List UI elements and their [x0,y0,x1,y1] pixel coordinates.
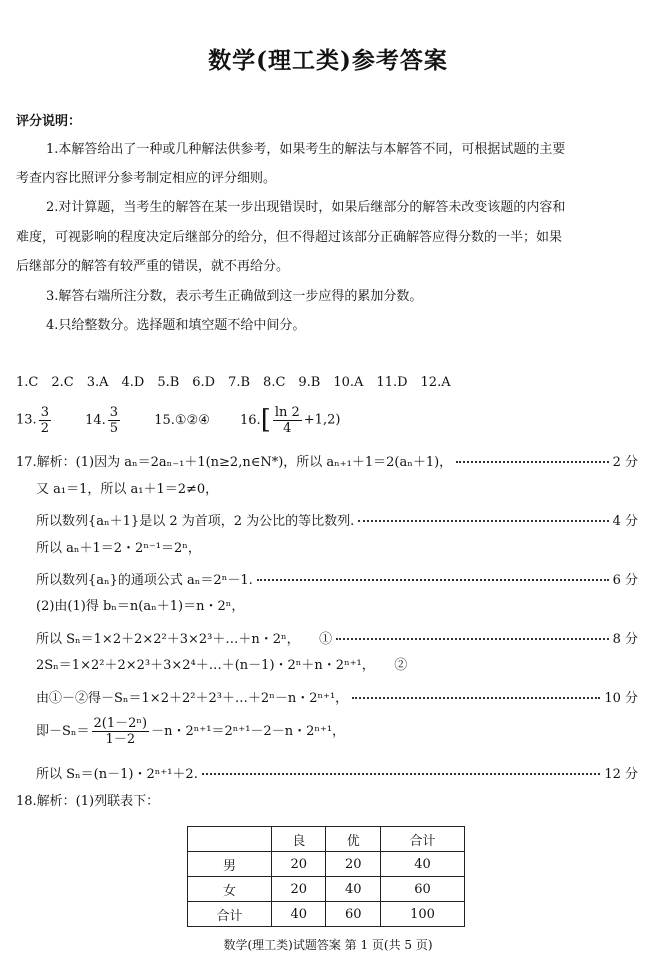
q17-text-1: 17.解析：(1)因为 aₙ＝2aₙ₋₁＋1(n≥2,n∈N*)，所以 aₙ₊₁＋1＝2(aₙ＋1)， [16,455,453,470]
note-4: 4.只给整数分。选择题和填空题不给中间分。 [46,318,306,333]
q13-denominator: 2 [40,420,49,436]
table-cell: 合计 [188,902,272,927]
q17-text-5: 所以数列{aₙ}的通项公式 aₙ＝2ⁿ－1. [36,573,253,588]
note-2b: 难度，可视影响的程度决定后继部分的给分，但不得超过该部分正确解答应得分数的一半；如果 [16,230,563,245]
q16-label: 16. [240,412,261,428]
note-2a: 2.对计算题，当考生的解答在某一步出现错误时，如果后继部分的解答未改变该题的内容和 [46,200,566,215]
leader-dots [358,506,608,522]
table-header-cell: 优 [326,827,381,852]
page-footer: 数学(理工类)试题答案 第 1 页(共 5 页) [223,938,433,952]
q17-line-3 [36,509,638,532]
table-cell: 40 [271,902,326,927]
table-cell: 男 [188,852,272,877]
table-row [188,852,465,877]
fill-answers [16,404,638,438]
table-cell: 40 [381,852,465,877]
q17-line-4: 所以 aₙ＋1＝2・2ⁿ⁻¹＝2ⁿ， [36,541,201,556]
table-cell: 60 [326,902,381,927]
leader-dots [257,565,609,581]
q14-numerator: 3 [109,404,119,420]
q14-denominator: 5 [109,420,119,436]
table-cell: 女 [188,877,272,902]
note-1a: 1.本解答给出了一种或几种解法供参考，如果考生的解法与本解答不同，可根据试题的主要 [46,142,566,157]
q17-line-11 [36,762,638,785]
table-row [188,902,465,927]
page-title: 数学(理工类)参考答案 [208,47,448,74]
contingency-table [187,826,465,927]
q17-line-8: 2Sₙ＝1×2²＋2×2³＋3×2⁴＋…＋(n－1)・2ⁿ＋n・2ⁿ⁺¹， ② [36,658,408,673]
q13-label: 13. [16,412,37,428]
q14-label: 14. [85,412,106,428]
q17-denominator: 1－2 [105,732,136,747]
notes-heading: 评分说明： [16,114,82,129]
q17-line-7 [36,627,638,650]
q17-line-6: (2)由(1)得 bₙ＝n(aₙ＋1)＝n・2ⁿ， [36,599,245,614]
table-cell: 60 [381,877,465,902]
table-cell: 20 [271,852,326,877]
q17-line-5 [36,568,638,591]
q17-text-9: 由①－②得－Sₙ＝1×2＋2²＋2³＋…＋2ⁿ－n・2ⁿ⁺¹， [36,691,349,706]
q17-points-1: 2 分 [612,455,638,470]
note-2c: 后继部分的解答有较严重的错误，就不再给分。 [16,259,290,274]
note-3: 3.解答右端所注分数，表示考生正确做到这一步应得的累加分数。 [46,289,423,304]
table-header-cell: 合计 [381,827,465,852]
leader-dots [336,624,608,640]
table-cell: 40 [326,877,381,902]
q17-line-2: 又 a₁＝1，所以 a₁＋1＝2≠0， [36,482,219,497]
q17-points-11: 12 分 [604,767,638,782]
choice-answers: 1.C 2.C 3.A 4.D 5.B 6.D 7.B 8.C 9.B 10.A 11.D 12.A [16,375,451,390]
q16-fraction [273,405,302,436]
table-cell: 20 [326,852,381,877]
table-header-row [188,827,465,852]
q16-left-bracket: [ [260,405,271,435]
q17-fraction [92,716,150,747]
table-row [188,877,465,902]
q13-numerator: 3 [40,404,49,420]
q17-points-3: 4 分 [612,514,638,529]
table-cell: 20 [271,877,326,902]
q17-text-11: 所以 Sₙ＝(n－1)・2ⁿ⁺¹＋2. [36,767,198,782]
note-1b: 考查内容比照评分参考制定相应的评分细则。 [16,171,277,186]
q13-fraction [39,405,51,436]
q17-numerator: 2(1－2ⁿ) [93,716,148,731]
q17-text-7: 所以 Sₙ＝1×2＋2×2²＋3×2³＋…＋n・2ⁿ， ① [36,632,333,647]
q18-line-1: 18.解析：(1)列联表下： [16,794,160,809]
q15-answer: 15.①②④ [154,412,210,428]
q17-points-7: 8 分 [612,632,638,647]
table-cell: 100 [381,902,465,927]
q16-rest: +1,2) [303,412,341,428]
table-header-cell: 良 [271,827,326,852]
q17-points-9: 10 分 [604,691,638,706]
q17-points-5: 6 分 [612,573,638,588]
q17-line-9 [36,686,638,709]
q17-text-3: 所以数列{aₙ＋1}是以 2 为首项，2 为公比的等比数列. [36,514,355,529]
q17-text-10-post: －n・2ⁿ⁺¹＝2ⁿ⁺¹－2－n・2ⁿ⁺¹， [151,724,346,739]
leader-dots [456,447,608,463]
q17-line-1 [16,450,638,473]
table-header-cell [188,827,272,852]
q14-fraction [108,405,120,436]
q17-line-10 [36,716,638,748]
leader-dots [352,683,600,699]
q17-text-10-pre: 即－Sₙ＝ [36,724,90,739]
leader-dots [202,759,600,775]
q16-numerator: ln 2 [274,404,300,420]
q16-denominator: 4 [283,420,292,436]
